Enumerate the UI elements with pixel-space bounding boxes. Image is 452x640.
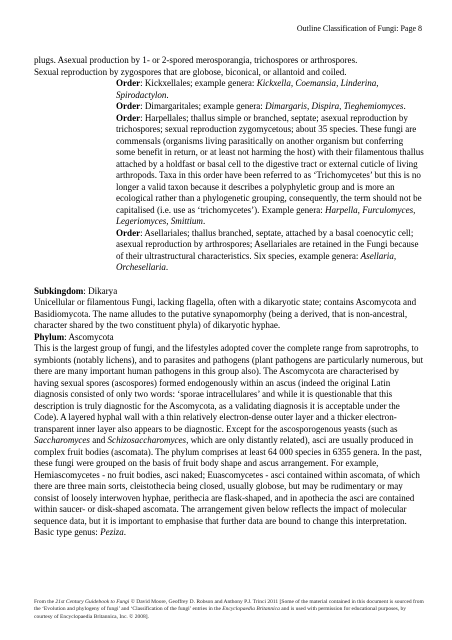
order-label: Order (116, 112, 141, 123)
subkingdom-heading (34, 286, 424, 298)
subkingdom-description: Unicellular or filamentous Fungi, lacking flagella, often with a dikaryotic state; contains Ascomycota and Basidiomycota. The name alludes to the putative synapomorphy (being a derived, that is non-ancestral, character shared by the two constituent phyla) of dikaryotic hyphae. (34, 297, 417, 330)
order-label: Order (116, 101, 141, 111)
page-header: Outline Classification of Fungi: Page 8 (296, 24, 422, 33)
subkingdom-name: : Dikarya (83, 285, 118, 296)
page-body (34, 55, 424, 539)
order-harpellales: Order: Harpellales; thallus simple or branched, septate; asexual reproduction by trichospores; sexual reproduction zygomycetous; about 35 species. These fungi are commensals (organisms living parasitically on another organism but conferring some benefit in return, or at least not harming the host) with their filamentous thallus attached by a holdfast or basal cell to the digestive tract or external cuticle of living arthropods. Taxa in this order have been referred to as ‘Trichomycetes’ but this is no longer a valid taxon because it describes a polyphyletic group and is more an ecological rather than a phylogenetic grouping, consequently, the term should not be capitalised (i.e. use as ‘trichomycetes’). Example genera: Harpella, Furculomyces, Legeriomyces, Smittium. (116, 112, 424, 226)
genus-name: Saccharomyces (34, 435, 90, 445)
book-title: 21st Century Guidebook to Fungi (55, 599, 130, 605)
order-dimargaritales: Order: Dimargaritales; example genera: Dimargaris, Dispira, Tieghemiomyces. (116, 101, 406, 111)
order-description: : Dimargaritales; example genera: (140, 101, 266, 111)
type-genus: Peziza (100, 527, 124, 537)
order-description: : Kickxellales; example genera: (140, 78, 257, 88)
order-asellariales: Order: Asellariales; thallus branched, septate, attached by a basal coenocytic cell; asexual reproduction by arthrospores; Asellariales are retained in the Fungi because of their ultrastructural characteristics. Six species, example genera: Asellaria, Orchesellaria. (116, 227, 419, 272)
phylum-description: This is the largest group of fungi, and the lifestyles adopted cover the complete range from saprotrophs, to symbionts (notably lichens), and to parasites and pathogens (plant pathogens are particularly numerous, but there are many important human pathogens in this group also). The Ascomycota are characterised by having sexual spores (ascospores) formed endogenously within an ascus (indeed the original Latin diagnosis consisted of only two words: ‘sporae intracellulares’ and while it is questionable that this description is truly diagnostic for the Ascomycota, as a validating diagnosis it is acceptable under the Code). A layered hyphal wall with a thin relatively electron-dense outer layer and a thicker electron-transparent inner layer also appears to be diagnostic. Except for the ascosporogenous yeasts (such as Saccharomyces and Schizosaccharomyces, which are only distantly related), asci are usually produced in complex fruit bodies (ascomata). The phylum comprises at least 64 000 species in 6355 genera. In the past, these fungi were grouped on the basis of fruit body shape and ascus arrangement. For example, Hemiascomycetes - no fruit bodies, asci naked; Euascomycetes - asci contained within ascomata, of which there are three main sorts, cleistothecia being closed, usually globose, but may be rudimentary or may consist of loosely interwoven hyphae, perithecia are flask-shaped, and in apothecia the asci are contained within saucer- or disk-shaped ascomata. The arrangement given below reflects the impact of molecular sequence data, but it is important to emphasise that further data are bound to change this interpretation. Basic type genus: Peziza. (34, 343, 424, 537)
example-genera: Harpella, Furculomyces, Legeriomyces, Smittium (116, 204, 416, 226)
example-genera: Kickxella, Coemansia, Linderina, Spirodactylon (116, 78, 379, 100)
page-footer: From the 21st Century Guidebook to Fungi © David Moore, Geoffrey D. Robson and Anthony P.J. Trinci 2011 [Some of the material contained in this document is sourced from the ‘Evolution and phylogeny of fungi’ and ‘Classification of the fungi’ entries in the Encyclopaedia Britannica and is used with permission for educational purposes, by courtesy of Encyclopaedia Britannica, Inc. © 2008]. (34, 599, 424, 620)
order-label: Order (116, 227, 141, 238)
intro-line-1: plugs. Asexual production by 1- or 2-spored merosporangia, trichospores or arthrospores. (34, 55, 358, 65)
subkingdom-label: Subkingdom (34, 285, 84, 296)
phylum-name: : Ascomycota (64, 331, 114, 342)
order-kickxellales: Order: Kickxellales; example genera: Kickxella, Coemansia, Linderina, Spirodactylon. (116, 78, 379, 100)
example-genera: Asellaria, Orchesellaria (116, 250, 397, 272)
phylum-label: Phylum (34, 331, 65, 342)
genus-name: Schizosaccharomyces (107, 435, 187, 445)
phylum-heading (34, 332, 424, 344)
example-genera: Dimargaris, Dispira, Tieghemiomyces (265, 101, 404, 111)
order-description: : Harpellales; thallus simple or branched, septate; asexual reproduction by trichospores; sexual reproduction zygomycetous; about 35 species. These fungi are commensals (organisms living parasitically on another organism but conferring some benefit in return, or at least not harming the host) with their filamentous thallus attached by a holdfast or basal cell to the digestive tract or external cuticle of living arthropods. Taxa in this order have been referred to as ‘Trichomycetes’ but this is no longer a valid taxon because it describes a polyphyletic group and is more an ecological rather than a phylogenetic grouping, consequently, the term should not be capitalised (i.e. use as ‘trichomycetes’). Example genera: (116, 112, 424, 215)
order-description: : Asellariales; thallus branched, septate, attached by a basal coenocytic cell; asexual reproduction by arthrospores; Asellariales are retained in the Fungi because of their ultrastructural characteristics. Six species, example genera: (116, 227, 419, 261)
intro-line-2: Sexual reproduction by zygospores that are globose, biconical, or allantoid and coiled. (34, 66, 347, 77)
order-label: Order (116, 78, 141, 88)
encyclopaedia-title: Encyclopaedia Britannica (222, 606, 280, 613)
